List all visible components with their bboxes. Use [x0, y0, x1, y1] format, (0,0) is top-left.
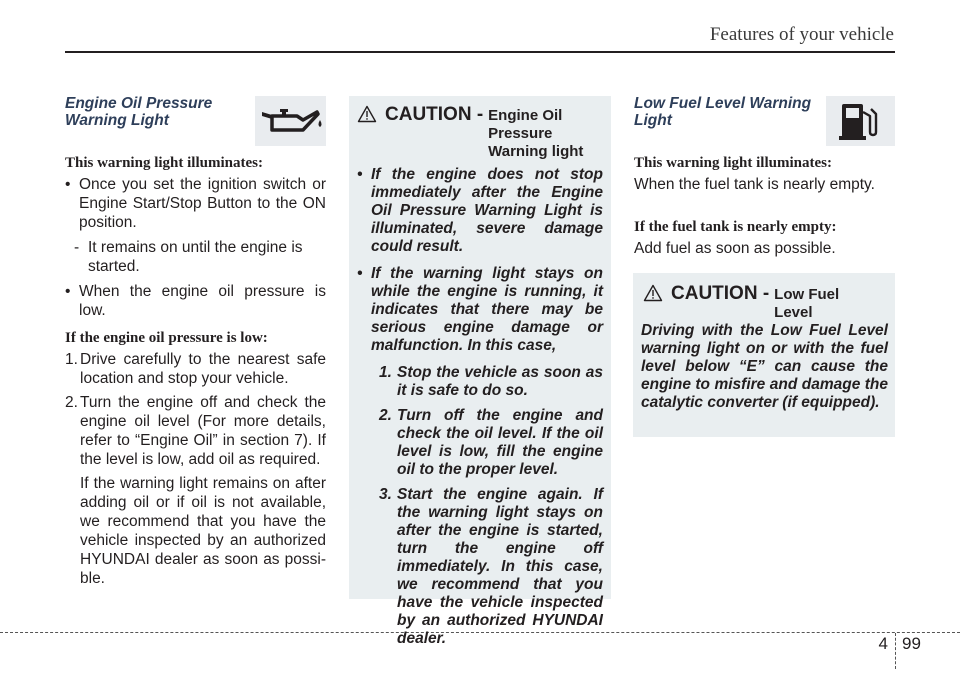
- bullet-text: If the engine does not stop immediately after the Engine Oil Pressure Warning Light is illuminated, severe damage could result.: [371, 166, 603, 255]
- list-item: [65, 175, 326, 232]
- step-number: 2.: [65, 394, 78, 411]
- step-number: 1.: [65, 351, 78, 368]
- step-text: Stop the vehicle as soon as it is safe to do so.: [397, 364, 603, 399]
- oil-can-icon: [255, 96, 326, 146]
- step-text: Turn the engine off and check the engine oil level (For more details, refer to “Engine Oil” in section 7). If the level is low, add oil as required.: [80, 394, 326, 468]
- fuel-warning-icon-box: [826, 96, 895, 146]
- oil-steps: [65, 350, 326, 588]
- bullet-dot: •: [357, 265, 363, 282]
- step-number: 1.: [379, 364, 392, 381]
- oil-caution-header: [357, 104, 607, 161]
- fuel-caution-header: [643, 283, 891, 322]
- warning-triangle-icon: [643, 284, 663, 302]
- step-text: Drive carefully to the nearest safe location and stop your vehicle.: [80, 351, 326, 387]
- running-header: Features of your vehicle: [709, 24, 894, 45]
- oil-warning-icon-box: [255, 96, 326, 146]
- page-number: 99: [902, 634, 921, 653]
- list-item: [65, 350, 326, 388]
- header-rule: [65, 51, 895, 53]
- list-item: [65, 282, 326, 320]
- fuel-illuminates-heading: This warning light illuminates:: [634, 155, 832, 171]
- step-note: If the warning light remains on after adding oil or if oil is not available, we recommend that you have the vehicle inspected by an authorized HYUNDAI dealer as soon as possi-ble.: [80, 475, 326, 587]
- caution-title: Engine Oil Pressure Warning light: [488, 107, 584, 160]
- oil-section-body: [65, 175, 326, 326]
- bullet-text: When the engine oil pressure is low.: [79, 283, 326, 319]
- step-text: Start the engine again. If the warning light stays on after the engine is started, turn the engine off immediately. In this case, we recommend that you have the vehicle inspected by an authorized HYUNDAI dealer.: [397, 486, 603, 647]
- fuel-empty-heading: If the fuel tank is nearly empty:: [634, 219, 837, 235]
- chapter-number: 4: [878, 634, 888, 653]
- list-item: [357, 407, 603, 479]
- fuel-empty-text: Add fuel as soon as possible.: [634, 240, 836, 257]
- list-item: [357, 486, 603, 648]
- bullet-dot: •: [65, 176, 71, 193]
- fuel-caution-text: Driving with the Low Fuel Level warning light on or with the fuel level below “E” can cause the engine to misfire and damage the catalytic converter (if equipped).: [641, 322, 888, 411]
- warning-triangle-icon: [357, 105, 377, 123]
- list-item: [357, 166, 603, 256]
- bullet-text: If the warning light stays on while the engine is running, it indicates that there may be serious engine damage or malfunction. In this case,: [371, 265, 603, 354]
- bullet-dot: •: [65, 283, 71, 300]
- fuel-section-heading: Low Fuel Level Warning Light: [634, 95, 812, 129]
- caution-label: CAUTION -: [385, 104, 484, 125]
- list-item: [357, 364, 603, 400]
- list-item: [65, 238, 326, 276]
- bullet-dot: •: [357, 166, 363, 183]
- step-text: Turn off the engine and check the oil level. If the oil level is low, fill the engine oil to the proper level.: [397, 407, 603, 478]
- step-number: 3.: [379, 486, 392, 503]
- bullet-text: It remains on until the engine is started.: [88, 239, 303, 275]
- fuel-pump-icon: [826, 96, 895, 146]
- oil-illuminates-heading: This warning light illuminates:: [65, 155, 263, 171]
- bullet-text: Once you set the ignition switch or Engine Start/Stop Button to the ON position.: [79, 176, 326, 231]
- oil-caution-body: [357, 166, 603, 655]
- caution-label: CAUTION -: [671, 283, 770, 304]
- caution-title: Low Fuel Level: [774, 286, 840, 321]
- step-number: 2.: [379, 407, 392, 424]
- list-item: [65, 393, 326, 469]
- oil-section-heading: Engine Oil Pressure Warning Light: [65, 95, 213, 129]
- bullet-dash: -: [74, 239, 80, 256]
- fuel-illuminates-text: When the fuel tank is nearly empty.: [634, 176, 875, 193]
- footer-divider: [895, 633, 896, 669]
- oil-low-heading: If the engine oil pressure is low:: [65, 330, 268, 346]
- list-item: [357, 265, 603, 355]
